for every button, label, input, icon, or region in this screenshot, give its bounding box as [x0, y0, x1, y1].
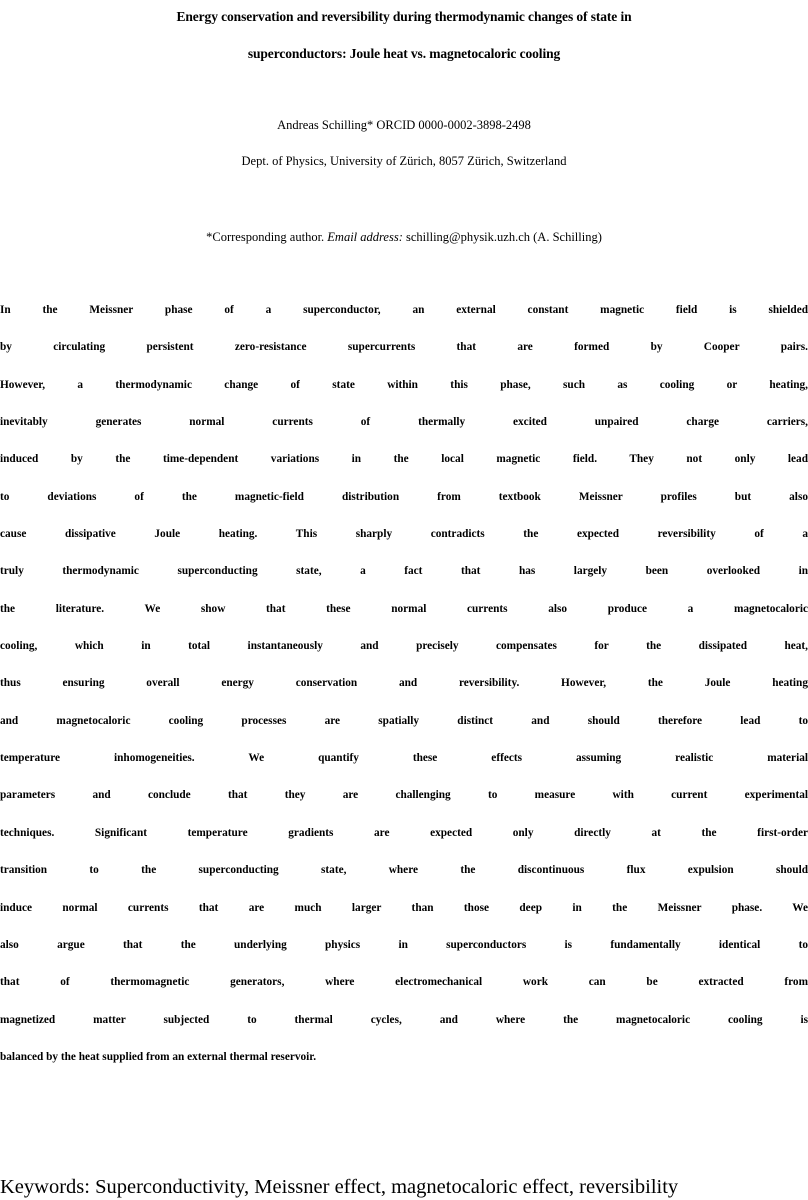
abstract-line: and magnetocaloric cooling processes are spatially distinct and should therefore lead to: [0, 714, 808, 727]
abstract-line: cause dissipative Joule heating. This sharply contradicts the expected reversibility of a: [0, 528, 808, 541]
corresponding-prefix: *Corresponding author.: [206, 230, 328, 244]
abstract-line: induced by the time-dependent variations in the local magnetic field. They not only lead: [0, 453, 808, 466]
abstract-line: by circulating persistent zero-resistance supercurrents that are formed by Cooper pairs.: [0, 341, 808, 354]
abstract-line: the literature. We show that these normal currents also produce a magnetocaloric: [0, 602, 808, 615]
abstract-line: cooling, which in total instantaneously and precisely compensates for the dissipated heat,: [0, 640, 808, 653]
paper-title: [0, 0, 808, 72]
abstract-line: truly thermodynamic superconducting state, a fact that has largely been overlooked in: [0, 565, 808, 578]
email-address: schilling@physik.uzh.ch (A. Schilling): [402, 230, 602, 244]
paper-title-line: superconductors: Joule heat vs. magnetocaloric cooling: [247, 46, 561, 61]
keywords-line: Keywords: Superconductivity, Meissner effect, magnetocaloric effect, reversibility: [0, 1176, 679, 1198]
abstract-line: temperature inhomogeneities. We quantify these effects assuming realistic material: [0, 752, 808, 765]
abstract-line: that of thermomagnetic generators, where electromechanical work can be extracted from: [0, 976, 808, 989]
abstract-line: In the Meissner phase of a superconductor, an external constant magnetic field is shielded: [0, 304, 808, 316]
affiliation-line: Dept. of Physics, University of Zürich, 8057 Zürich, Switzerland: [241, 154, 567, 168]
author-line: Andreas Schilling* ORCID 0000-0002-3898-2498: [277, 118, 531, 132]
corresponding-author-line: [0, 224, 808, 250]
abstract-line: transition to the superconducting state, where the discontinuous flux expulsion should: [0, 864, 808, 877]
abstract-line: techniques. Significant temperature gradients are expected only directly at the first-order: [0, 826, 808, 839]
abstract-line: magnetized matter subjected to thermal cycles, and where the magnetocaloric cooling is: [0, 1013, 808, 1026]
abstract-line: thus ensuring overall energy conservation and reversibility. However, the Joule heating: [0, 677, 808, 690]
paper-title-line: Energy conservation and reversibility during thermodynamic changes of state in: [176, 9, 632, 24]
abstract-line: inevitably generates normal currents of thermally excited unpaired charge carriers,: [0, 416, 808, 429]
abstract: [0, 292, 808, 1076]
abstract-line: balanced by the heat supplied from an external thermal reservoir.: [0, 1050, 317, 1063]
abstract-line: However, a thermodynamic change of state within this phase, such as cooling or heating,: [0, 378, 808, 391]
abstract-line: parameters and conclude that they are challenging to measure with current experimental: [0, 789, 808, 802]
abstract-line: to deviations of the magnetic-field distribution from textbook Meissner profiles but also: [0, 490, 808, 503]
email-label: Email address:: [327, 230, 403, 244]
abstract-line: induce normal currents that are much larger than those deep in the Meissner phase. We: [0, 901, 808, 914]
abstract-line: also argue that the underlying physics in superconductors is fundamentally identical to: [0, 938, 808, 951]
